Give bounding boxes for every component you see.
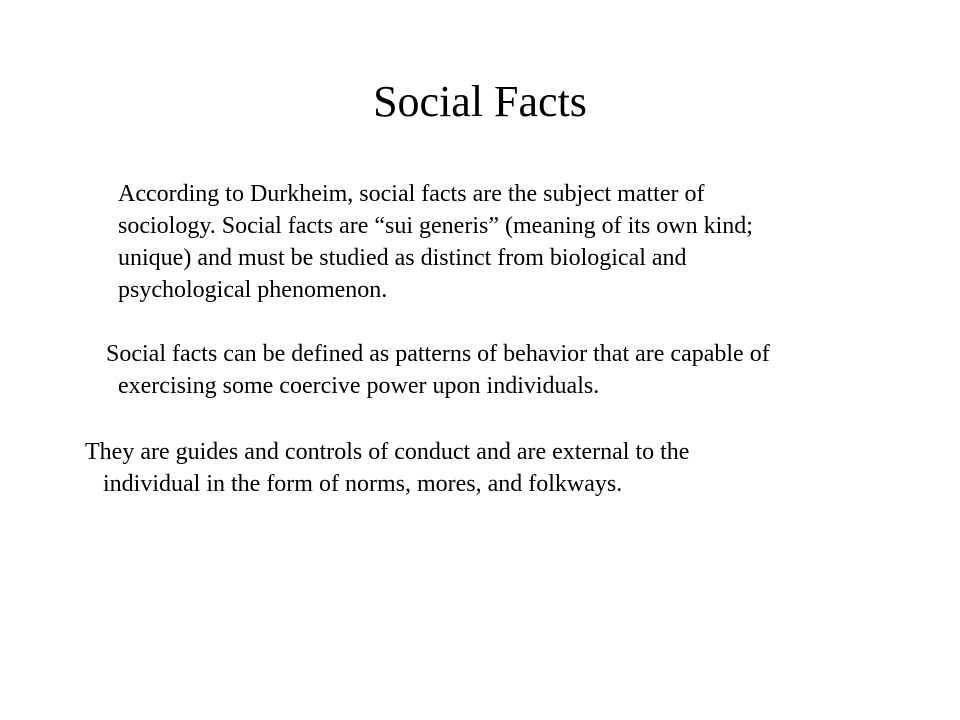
paragraph-line: unique) and must be studied as distinct from biological and [118, 245, 687, 271]
paragraph-durkheim-definition [100, 178, 808, 306]
paragraph-line: Social facts can be defined as patterns of behavior that are capable of [106, 341, 770, 367]
paragraph-line: According to Durkheim, social facts are the subject matter of [118, 181, 705, 207]
paragraph-line: exercising some coercive power upon individuals. [118, 373, 600, 399]
paragraph-line: individual in the form of norms, mores, and folkways. [103, 471, 623, 497]
paragraph-guides-and-controls [85, 436, 883, 500]
paragraph-line: They are guides and controls of conduct and are external to the [85, 439, 690, 465]
paragraph-patterns-of-behavior [100, 338, 898, 402]
paragraph-line: psychological phenomenon. [118, 277, 388, 303]
slide-title: Social Facts [373, 77, 587, 126]
paragraph-line: sociology. Social facts are “sui generis” (meaning of its own kind; [118, 213, 753, 239]
